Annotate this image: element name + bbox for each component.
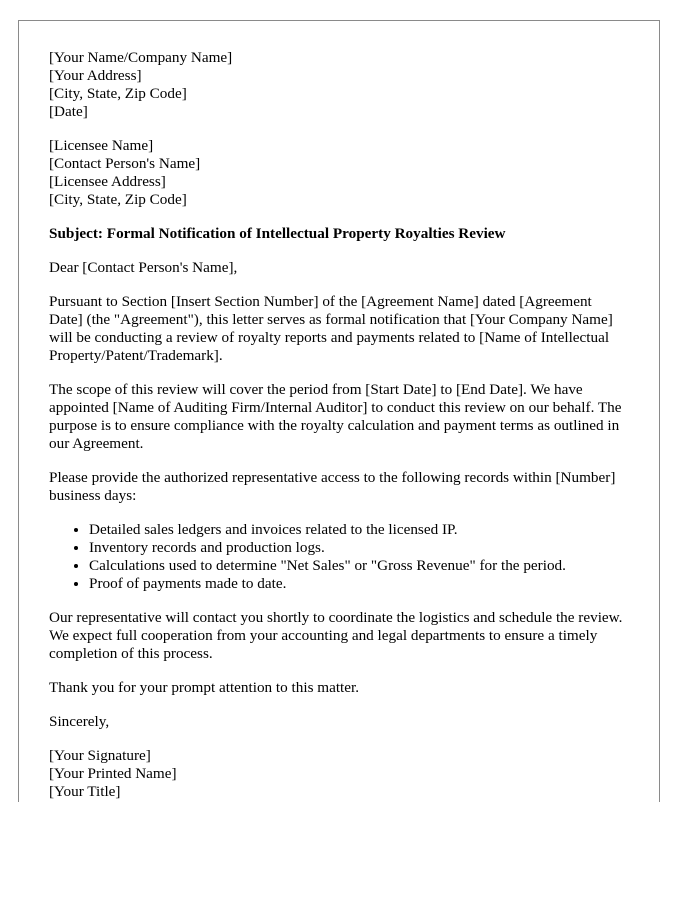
sign-off: Sincerely, bbox=[49, 713, 110, 730]
list-item: • Proof of payments made to date. bbox=[89, 575, 629, 593]
list-item: • Detailed sales ledgers and invoices related to the licensed IP. bbox=[89, 521, 629, 539]
letter-date: [Date] bbox=[49, 103, 88, 120]
signer-title: [Your Title] bbox=[49, 783, 121, 800]
signature-block bbox=[49, 747, 629, 801]
body-paragraph-3: Please provide the authorized representative access to the following records within [Number] business days: bbox=[49, 469, 616, 504]
records-list bbox=[49, 521, 629, 593]
signature-placeholder: [Your Signature] bbox=[49, 747, 151, 764]
subject-line: Subject: Formal Notification of Intellectual Property Royalties Review bbox=[49, 225, 506, 242]
recipient-block bbox=[49, 137, 629, 209]
recipient-name: [Licensee Name] bbox=[49, 137, 154, 154]
recipient-address: [Licensee Address] bbox=[49, 173, 166, 190]
printed-name: [Your Printed Name] bbox=[49, 765, 177, 782]
body-paragraph-1: Pursuant to Section [Insert Section Number] of the [Agreement Name] dated [Agreement Date] (the "Agreement"), this letter serves as formal notification that [Your Company Name] will be conducting a review of royalty reports and payments related to [Name of Intellectual Property/Patent/Trademark]. bbox=[49, 293, 613, 364]
list-item: • Calculations used to determine "Net Sales" or "Gross Revenue" for the period. bbox=[89, 557, 629, 575]
sender-address: [Your Address] bbox=[49, 67, 142, 84]
sender-city-state-zip: [City, State, Zip Code] bbox=[49, 85, 187, 102]
sender-name: [Your Name/Company Name] bbox=[49, 49, 233, 66]
closing-paragraph-1: Our representative will contact you shortly to coordinate the logistics and schedule the review. We expect full cooperation from your accounting and legal departments to ensure a timely completion of this process. bbox=[49, 609, 623, 662]
letter-page bbox=[18, 20, 660, 802]
recipient-contact: [Contact Person's Name] bbox=[49, 155, 201, 172]
salutation: Dear [Contact Person's Name], bbox=[49, 259, 238, 276]
sender-block bbox=[49, 49, 629, 121]
list-item: • Inventory records and production logs. bbox=[89, 539, 629, 557]
body-paragraph-2: The scope of this review will cover the period from [Start Date] to [End Date]. We have appointed [Name of Auditing Firm/Internal Auditor] to conduct this review on our behalf. The purpose is to ensure compliance with the royalty calculation and payment terms as outlined in our Agreement. bbox=[49, 381, 622, 452]
recipient-city-state-zip: [City, State, Zip Code] bbox=[49, 191, 187, 208]
closing-paragraph-2: Thank you for your prompt attention to this matter. bbox=[49, 679, 360, 696]
